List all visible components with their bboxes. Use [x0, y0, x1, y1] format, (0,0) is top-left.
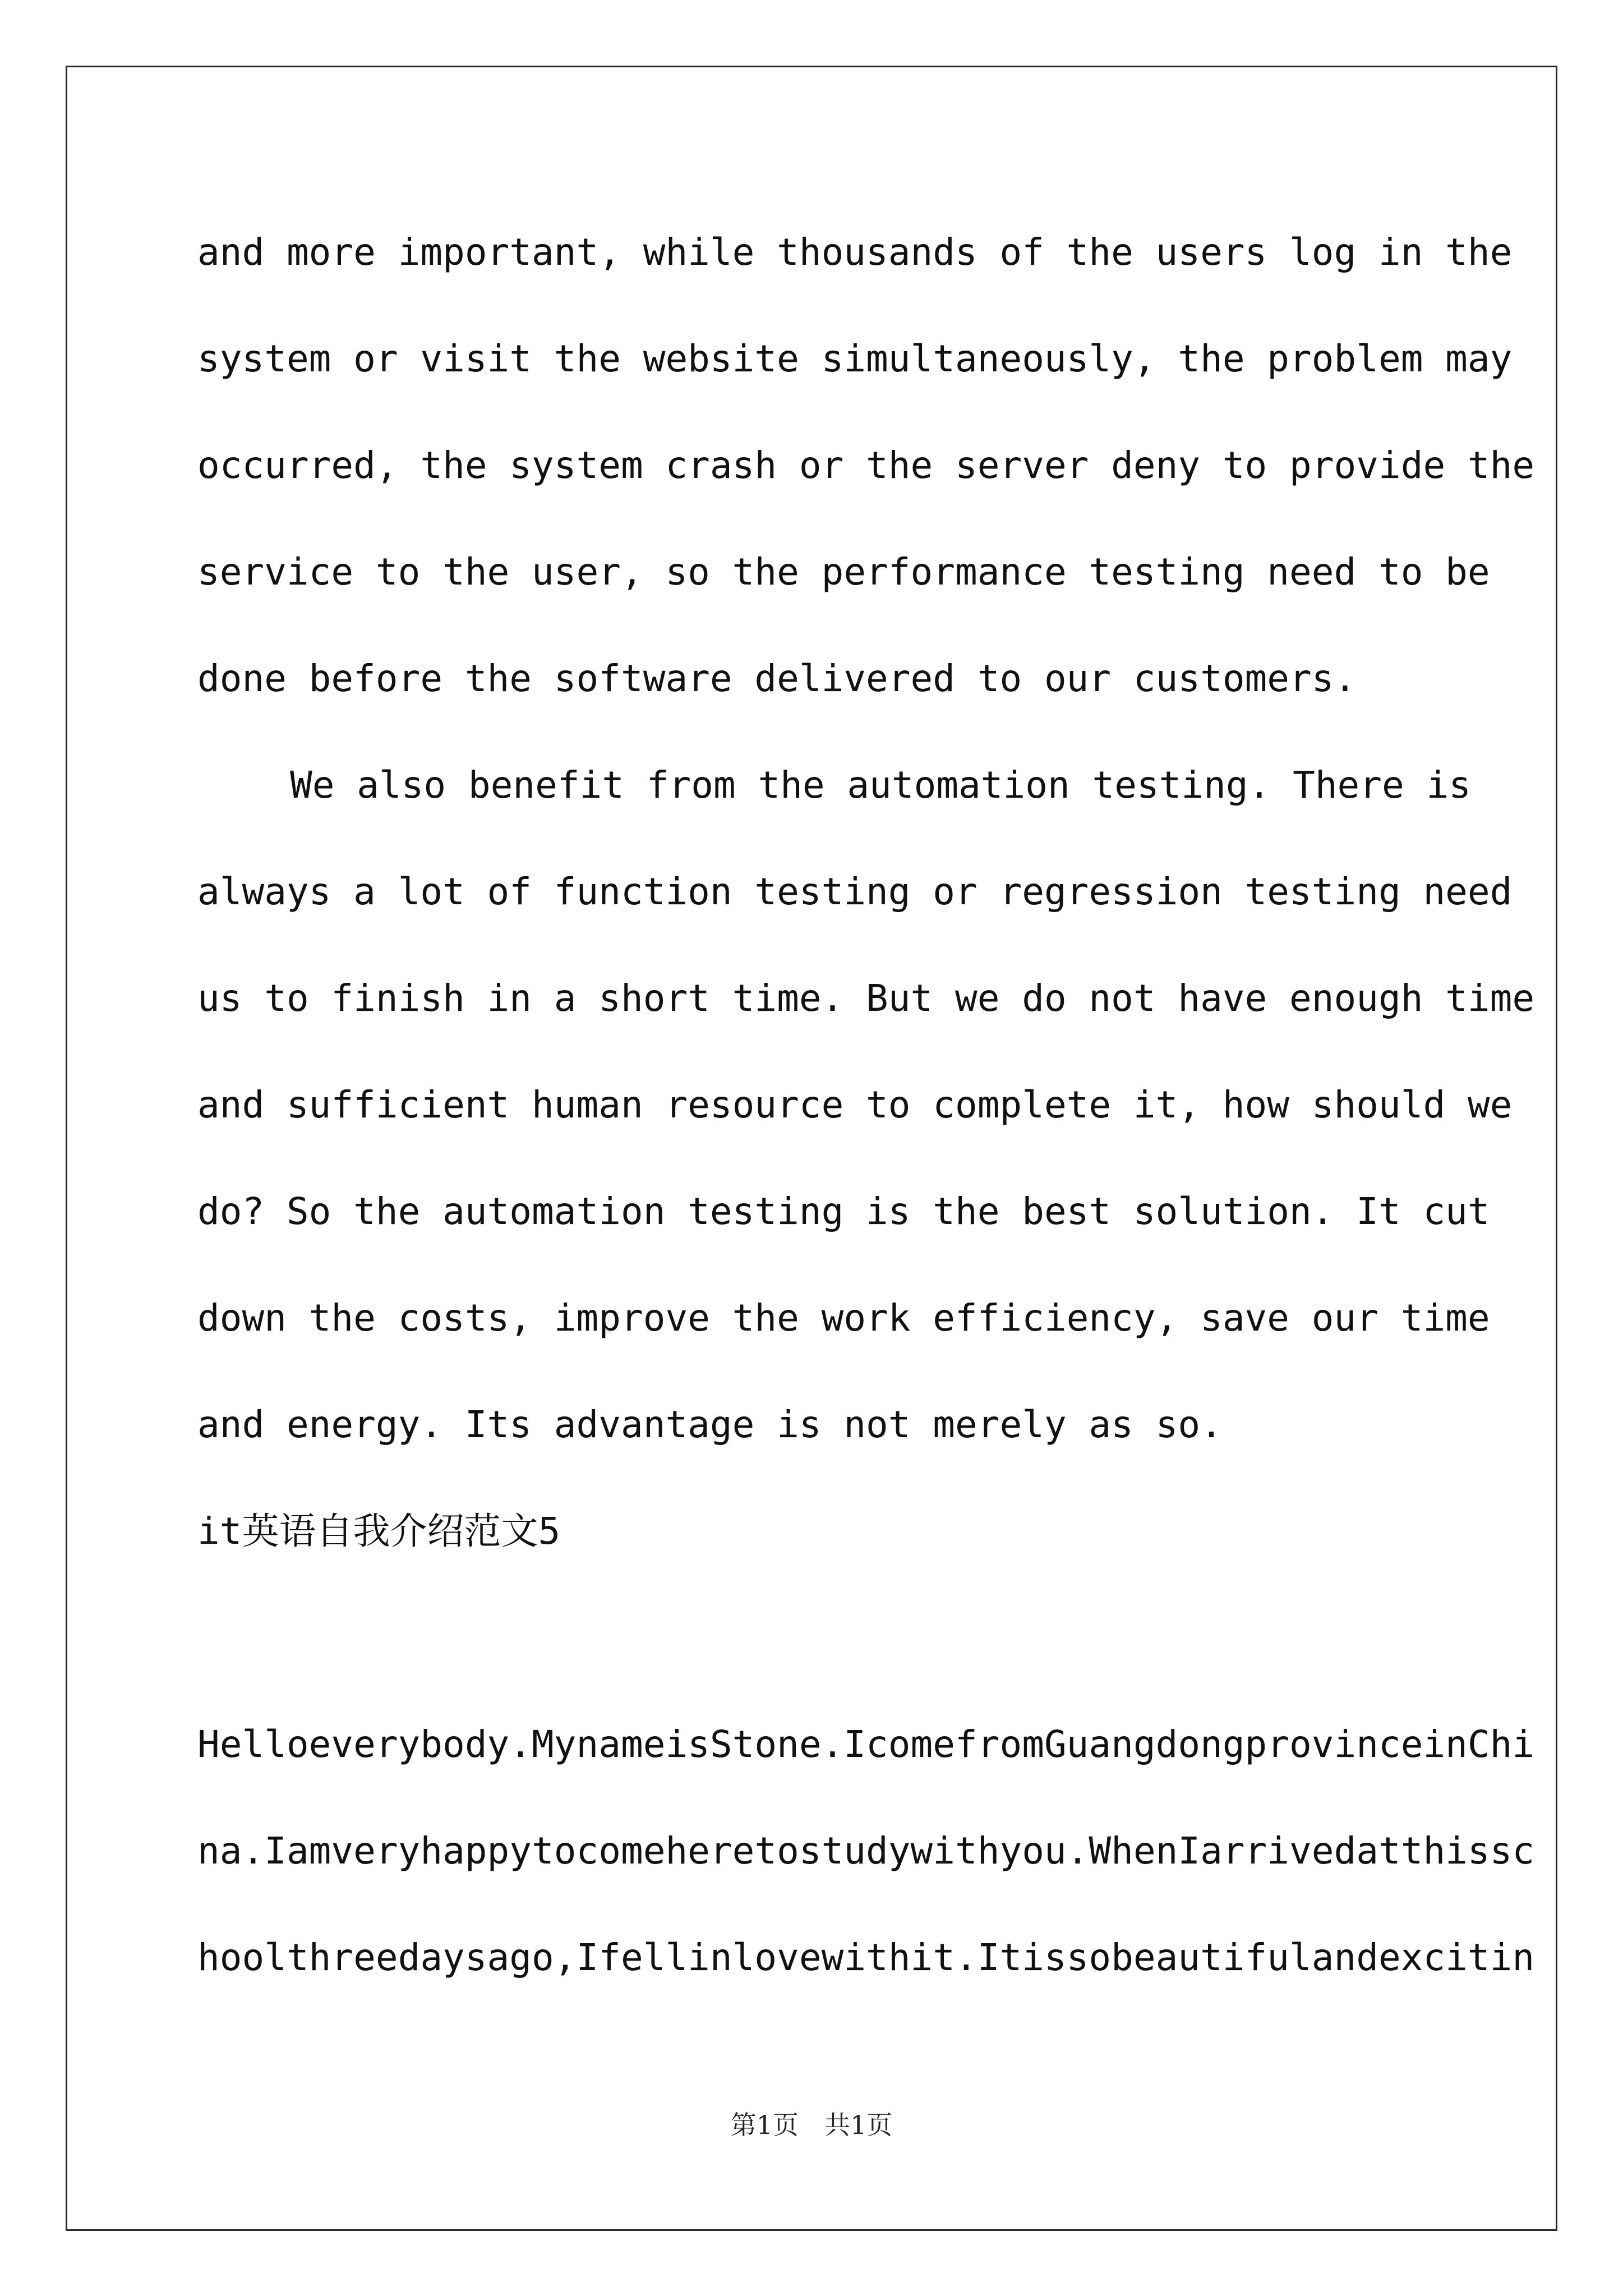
paragraph-line: and energy. Its advantage is not merely as so. [197, 1403, 1223, 1446]
paragraph-line: down the costs, improve the work efficiency, save our time [197, 1296, 1490, 1340]
section-heading: it英语自我介绍范文5 [197, 1510, 561, 1553]
page-number-footer: 第1页 共1页 [730, 2110, 893, 2140]
paragraph-line: occurred, the system crash or the server deny to provide the [197, 444, 1535, 487]
paragraph-line: service to the user, so the performance testing need to be [197, 550, 1490, 593]
paragraph-line: Helloeverybody.MynameisStone.IcomefromGuangdongprovinceinChi [197, 1723, 1535, 1766]
paragraph-line: na.Iamveryhappytocomeheretostudywithyou.WhenIarrivedatthissc [197, 1829, 1535, 1872]
paragraph-line: We also benefit from the automation testing. There is [290, 763, 1471, 807]
paragraph-line: do? So the automation testing is the best solution. It cut [197, 1190, 1490, 1233]
paragraph-line: always a lot of function testing or regression testing need [197, 870, 1513, 913]
paragraph-line: and more important, while thousands of the users log in the [197, 231, 1513, 274]
paragraph-line: system or visit the website simultaneously, the problem may [197, 337, 1513, 380]
paragraph-line: us to finish in a short time. But we do not have enough time [197, 977, 1535, 1020]
paragraph-line: and sufficient human resource to complete it, how should we [197, 1083, 1513, 1126]
page-border [66, 66, 1557, 2231]
paragraph-line: hoolthreedaysago,Ifellinlovewithit.Itissobeautifulandexcitin [197, 1936, 1535, 1979]
paragraph-line: done before the software delivered to our customers. [197, 657, 1357, 700]
